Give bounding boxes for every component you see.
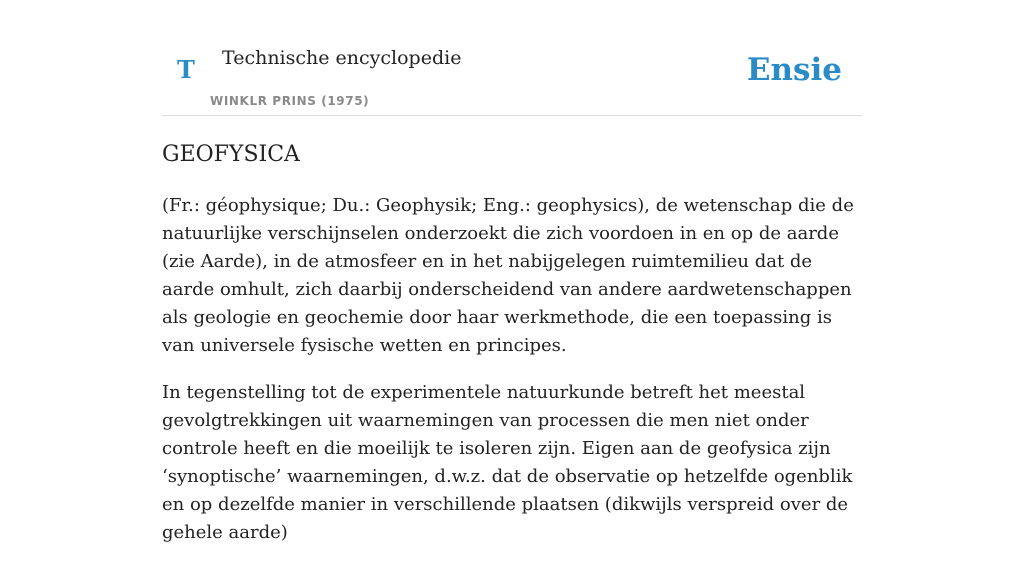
brand-logo[interactable]: Ensie (746, 52, 842, 88)
book-logo[interactable]: T (177, 55, 195, 84)
book-title[interactable]: Technische encyclopedie (222, 47, 462, 69)
header (162, 0, 862, 116)
article-paragraph: In tegenstelling tot de experimentele natuurkunde betreft het meestal gevolgtrekkingen uit waarnemingen van processen die men niet onder controle heeft en die moeilijk te isoleren zijn. Eigen aan de geofysica zijn ‘synoptische’ waarnemingen, d.w.z. dat de observatie op hetzelfde ogenblik en op dezelfde manier in verschillende plaatsen (dikwijls verspreid over de gehele aarde) (162, 382, 853, 543)
article-title: GEOFYSICA (162, 142, 300, 167)
article-paragraph: (Fr.: géophysique; Du.: Geophysik; Eng.: geophysics), de wetenschap die de natuurlijke verschijnselen onderzoekt die zich voordoen in en op de aarde (zie Aarde), in de atmosfeer en in het nabijgelegen ruimtemilieu dat de aarde omhult, zich daarbij onderscheidend van andere aardwetenschappen als geologie en geochemie door haar werkmethode, die een toepassing is van universele fysische wetten en principes. (162, 195, 854, 356)
article-body (162, 192, 862, 566)
book-source: WINKLR PRINS (1975) (210, 94, 370, 108)
